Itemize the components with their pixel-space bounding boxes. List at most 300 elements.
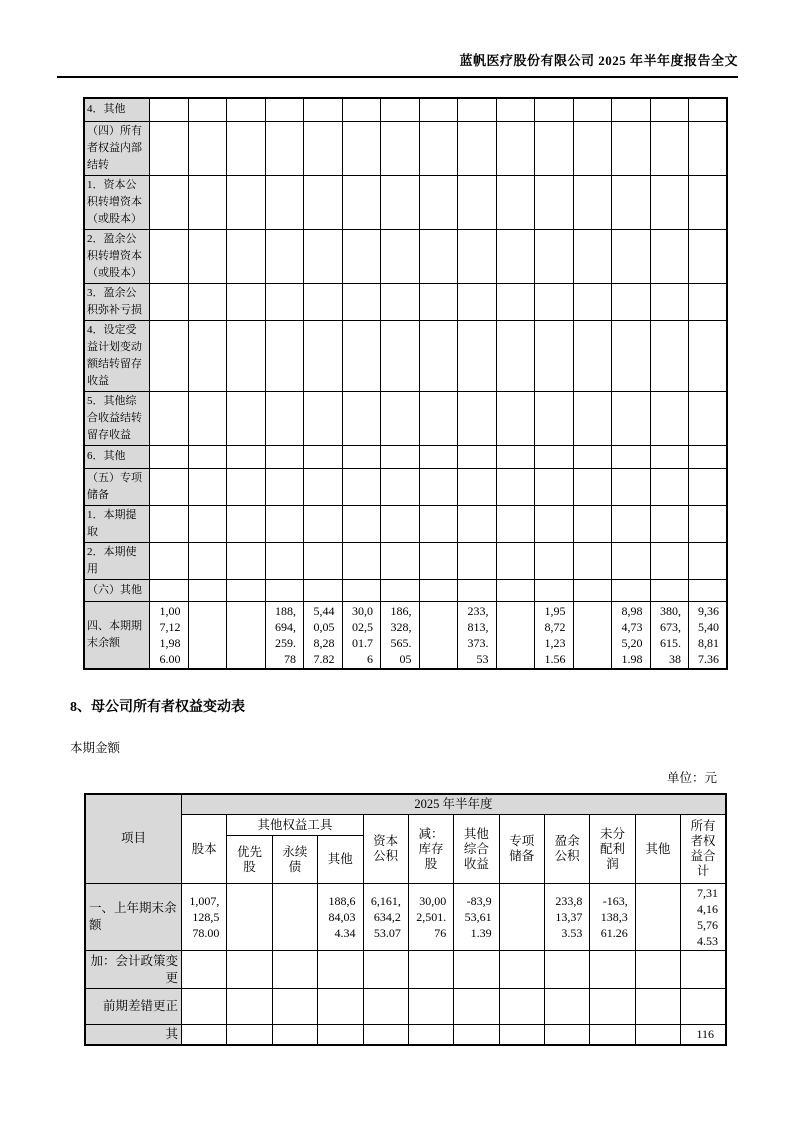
row-label: 4．设定受益计划变动额结转留存收益 xyxy=(84,320,150,391)
cell-value xyxy=(590,989,635,1025)
cell-value xyxy=(650,175,689,229)
cell-value xyxy=(188,601,227,669)
cell-value xyxy=(573,229,612,283)
cell-value xyxy=(573,601,612,669)
cell-value xyxy=(573,579,612,601)
cell-value xyxy=(150,320,189,391)
cell-value xyxy=(265,121,304,175)
cell-value xyxy=(150,283,189,320)
cell-value xyxy=(408,1025,453,1046)
document-header xyxy=(57,0,738,78)
cell-value xyxy=(188,391,227,445)
cell-value xyxy=(689,229,728,283)
cell-value xyxy=(342,391,381,445)
cell-value xyxy=(342,98,381,121)
cell-value xyxy=(227,445,266,468)
column-header-capital-reserve: 资本公积 xyxy=(363,815,408,884)
cell-value: -163,138,361.26 xyxy=(590,884,635,951)
cell-value xyxy=(650,98,689,121)
table-row xyxy=(84,579,727,601)
cell-value xyxy=(227,229,266,283)
cell-value xyxy=(650,468,689,505)
cell-value xyxy=(304,542,343,579)
cell-value xyxy=(689,542,728,579)
cell-value xyxy=(545,989,590,1025)
table-row xyxy=(84,391,727,445)
cell-value xyxy=(454,989,499,1025)
cell-value xyxy=(612,542,651,579)
cell-value xyxy=(227,884,272,951)
cell-value xyxy=(573,283,612,320)
table-row xyxy=(84,283,727,320)
cell-value xyxy=(573,121,612,175)
cell-value xyxy=(535,98,574,121)
cell-value xyxy=(342,175,381,229)
column-header-other: 其他 xyxy=(635,815,680,884)
table-row xyxy=(84,175,727,229)
cell-value xyxy=(304,445,343,468)
cell-value xyxy=(304,468,343,505)
cell-value xyxy=(535,505,574,542)
table-row xyxy=(84,468,727,505)
cell-value: 30,002,501.76 xyxy=(408,884,453,951)
table-row xyxy=(85,951,726,989)
cell-value: 6,161,634,253.07 xyxy=(363,884,408,951)
cell-value: 233,813,373.53 xyxy=(458,601,497,669)
cell-value xyxy=(650,579,689,601)
row-label: 2．盈余公积转增资本（或股本） xyxy=(84,229,150,283)
cell-value xyxy=(635,951,680,989)
cell-value xyxy=(419,98,458,121)
cell-value xyxy=(304,229,343,283)
table-row xyxy=(85,1025,726,1046)
row-label: 1．本期提取 xyxy=(84,505,150,542)
cell-value xyxy=(535,542,574,579)
cell-value xyxy=(227,542,266,579)
cell-value xyxy=(458,468,497,505)
cell-value xyxy=(318,1025,363,1046)
cell-value xyxy=(265,445,304,468)
cell-value xyxy=(150,542,189,579)
cell-value: 5,440,058,287.82 xyxy=(304,601,343,669)
cell-value xyxy=(265,391,304,445)
cell-value xyxy=(227,505,266,542)
cell-value xyxy=(363,951,408,989)
row-label: 6．其他 xyxy=(84,445,150,468)
cell-value xyxy=(381,445,420,468)
parent-equity-table xyxy=(84,793,727,1047)
cell-value xyxy=(496,391,535,445)
cell-value xyxy=(496,98,535,121)
column-header-other-comprehensive-income: 其他综合收益 xyxy=(454,815,499,884)
cell-value xyxy=(419,229,458,283)
cell-value xyxy=(650,445,689,468)
cell-value xyxy=(342,283,381,320)
cell-value xyxy=(150,175,189,229)
document-title: 蓝帆医疗股份有限公司 2025 年半年度报告全文 xyxy=(459,53,738,68)
cell-value xyxy=(650,121,689,175)
cell-value xyxy=(496,320,535,391)
cell-value xyxy=(227,1025,272,1046)
cell-value xyxy=(612,98,651,121)
column-header-other-equity-instruments: 其他权益工具 xyxy=(227,815,363,836)
row-label: 前期差错更正 xyxy=(85,989,182,1025)
cell-value xyxy=(499,1025,544,1046)
cell-value xyxy=(342,320,381,391)
cell-value xyxy=(689,283,728,320)
cell-value: 380,673,615.38 xyxy=(650,601,689,669)
cell-value xyxy=(458,445,497,468)
cell-value xyxy=(227,98,266,121)
cell-value xyxy=(419,542,458,579)
section-heading: 8、母公司所有者权益变动表 xyxy=(70,699,245,715)
cell-value xyxy=(458,505,497,542)
cell-value xyxy=(227,175,266,229)
cell-value xyxy=(612,283,651,320)
cell-value xyxy=(458,121,497,175)
cell-value xyxy=(573,391,612,445)
cell-value xyxy=(454,1025,499,1046)
cell-value xyxy=(612,579,651,601)
cell-value xyxy=(150,98,189,121)
row-label: 3．盈余公积弥补亏损 xyxy=(84,283,150,320)
column-header-other-instruments: 其他 xyxy=(318,836,363,884)
cell-value xyxy=(496,601,535,669)
unit-label: 单位：元 xyxy=(666,770,717,785)
table-row xyxy=(84,229,727,283)
page-number: 116 xyxy=(696,1027,714,1041)
cell-value xyxy=(496,505,535,542)
cell-value xyxy=(304,121,343,175)
cell-value xyxy=(496,445,535,468)
cell-value xyxy=(650,391,689,445)
cell-value xyxy=(381,320,420,391)
cell-value xyxy=(419,445,458,468)
cell-value xyxy=(188,98,227,121)
column-header-perpetual-bonds: 永续债 xyxy=(272,836,317,884)
cell-value xyxy=(458,542,497,579)
cell-value xyxy=(419,579,458,601)
cell-value xyxy=(227,601,266,669)
period-amount-label: 本期金额 xyxy=(70,740,121,755)
cell-value xyxy=(419,283,458,320)
column-header-undistributed-profit: 未分配利润 xyxy=(590,815,635,884)
cell-value xyxy=(458,283,497,320)
cell-value: 8,984,735,201.98 xyxy=(612,601,651,669)
cell-value xyxy=(381,283,420,320)
cell-value xyxy=(545,1025,590,1046)
row-label: （六）其他 xyxy=(84,579,150,601)
cell-value xyxy=(458,320,497,391)
cell-value xyxy=(689,121,728,175)
cell-value xyxy=(188,445,227,468)
cell-value xyxy=(681,989,726,1025)
cell-value xyxy=(188,505,227,542)
cell-value xyxy=(496,229,535,283)
cell-value: 1,007,128,578.00 xyxy=(182,884,227,951)
cell-value: 188,684,034.34 xyxy=(318,884,363,951)
cell-value xyxy=(499,989,544,1025)
cell-value xyxy=(573,542,612,579)
cell-value xyxy=(635,989,680,1025)
cell-value xyxy=(381,468,420,505)
cell-value xyxy=(188,542,227,579)
cell-value xyxy=(458,579,497,601)
cell-value xyxy=(182,1025,227,1046)
cell-value xyxy=(458,229,497,283)
cell-value xyxy=(496,283,535,320)
table-row xyxy=(84,542,727,579)
cell-value xyxy=(590,951,635,989)
cell-value xyxy=(342,121,381,175)
cell-value xyxy=(227,320,266,391)
cell-value xyxy=(573,505,612,542)
cell-value xyxy=(188,121,227,175)
cell-value xyxy=(573,468,612,505)
cell-value xyxy=(227,951,272,989)
cell-value xyxy=(535,579,574,601)
row-label: 其 xyxy=(85,1025,182,1046)
cell-value xyxy=(612,468,651,505)
cell-value: 186,328,565.05 xyxy=(381,601,420,669)
cell-value xyxy=(182,951,227,989)
cell-value: -83,953,611.39 xyxy=(454,884,499,951)
cell-value xyxy=(188,320,227,391)
cell-value xyxy=(650,283,689,320)
cell-value xyxy=(363,1025,408,1046)
row-label: 4．其他 xyxy=(84,98,150,121)
cell-value xyxy=(304,391,343,445)
table-header-row xyxy=(85,815,726,836)
row-label: 2．本期使用 xyxy=(84,542,150,579)
cell-value xyxy=(150,445,189,468)
cell-value xyxy=(635,1025,680,1046)
cell-value xyxy=(227,121,266,175)
column-header-surplus-reserve: 盈余公积 xyxy=(545,815,590,884)
cell-value xyxy=(419,601,458,669)
cell-value xyxy=(381,121,420,175)
column-header-share-capital: 股本 xyxy=(182,815,227,884)
cell-value xyxy=(342,468,381,505)
cell-value xyxy=(188,468,227,505)
cell-value xyxy=(188,283,227,320)
cell-value xyxy=(635,884,680,951)
column-header-period: 2025 年半年度 xyxy=(182,794,727,815)
cell-value xyxy=(573,98,612,121)
cell-value xyxy=(272,1025,317,1046)
cell-value xyxy=(227,391,266,445)
cell-value: 188,694,259.78 xyxy=(265,601,304,669)
cell-value xyxy=(650,505,689,542)
cell-value xyxy=(535,121,574,175)
cell-value xyxy=(342,505,381,542)
column-header-special-reserve: 专项储备 xyxy=(499,815,544,884)
cell-value xyxy=(265,468,304,505)
column-header-less-treasury-shares: 减：库存股 xyxy=(408,815,453,884)
cell-value xyxy=(188,175,227,229)
table-row xyxy=(84,121,727,175)
cell-value xyxy=(650,320,689,391)
row-label: （五）专项储备 xyxy=(84,468,150,505)
cell-value xyxy=(304,579,343,601)
cell-value xyxy=(318,951,363,989)
cell-value xyxy=(496,175,535,229)
row-label: 5．其他综合收益结转留存收益 xyxy=(84,391,150,445)
cell-value xyxy=(535,445,574,468)
cell-value xyxy=(499,884,544,951)
table-row xyxy=(85,989,726,1025)
cell-value xyxy=(535,468,574,505)
cell-value xyxy=(689,505,728,542)
cell-value xyxy=(342,542,381,579)
table-row xyxy=(84,505,727,542)
row-label: 1．资本公积转增资本（或股本） xyxy=(84,175,150,229)
cell-value xyxy=(612,229,651,283)
table-row xyxy=(84,445,727,468)
cell-value xyxy=(612,505,651,542)
cell-value xyxy=(535,229,574,283)
cell-value xyxy=(188,579,227,601)
table-header-row xyxy=(85,794,726,815)
cell-value xyxy=(545,951,590,989)
cell-value xyxy=(573,175,612,229)
cell-value xyxy=(150,121,189,175)
row-label: 四、本期期末余额 xyxy=(84,601,150,669)
cell-value xyxy=(342,579,381,601)
cell-value xyxy=(535,320,574,391)
cell-value xyxy=(304,320,343,391)
column-header-total-owners-equity: 所有者权益合计 xyxy=(681,815,726,884)
cell-value xyxy=(272,951,317,989)
cell-value xyxy=(304,175,343,229)
cell-value xyxy=(454,951,499,989)
cell-value xyxy=(265,542,304,579)
cell-value xyxy=(150,468,189,505)
cell-value xyxy=(590,1025,635,1046)
cell-value xyxy=(182,989,227,1025)
table-row xyxy=(84,320,727,391)
row-label: 一、上年期末余额 xyxy=(85,884,182,951)
cell-value xyxy=(381,229,420,283)
cell-value xyxy=(227,468,266,505)
cell-value xyxy=(419,391,458,445)
cell-value xyxy=(408,951,453,989)
cell-value xyxy=(150,579,189,601)
cell-value: 30,002,501.76 xyxy=(342,601,381,669)
cell-value: 7,314,165,764.53 xyxy=(681,884,726,951)
cell-value xyxy=(419,320,458,391)
cell-value xyxy=(304,98,343,121)
cell-value xyxy=(381,542,420,579)
cell-value xyxy=(265,175,304,229)
cell-value xyxy=(265,283,304,320)
cell-value xyxy=(496,121,535,175)
cell-value xyxy=(419,468,458,505)
cell-value xyxy=(458,175,497,229)
table-row xyxy=(84,601,727,669)
cell-value xyxy=(689,579,728,601)
cell-value xyxy=(265,229,304,283)
row-label: 加：会计政策变更 xyxy=(85,951,182,989)
cell-value xyxy=(612,391,651,445)
cell-value xyxy=(150,391,189,445)
cell-value xyxy=(381,579,420,601)
table-row xyxy=(84,98,727,121)
cell-value xyxy=(689,98,728,121)
cell-value xyxy=(535,391,574,445)
cell-value: 233,813,373.53 xyxy=(545,884,590,951)
cell-value xyxy=(342,445,381,468)
table-row xyxy=(85,884,726,951)
cell-value xyxy=(650,229,689,283)
cell-value xyxy=(496,542,535,579)
cell-value xyxy=(612,445,651,468)
cell-value xyxy=(272,884,317,951)
cell-value xyxy=(499,951,544,989)
cell-value xyxy=(381,175,420,229)
cell-value xyxy=(381,98,420,121)
cell-value xyxy=(458,98,497,121)
cell-value xyxy=(408,989,453,1025)
cell-value xyxy=(363,989,408,1025)
column-header-item: 项目 xyxy=(85,794,182,884)
cell-value xyxy=(573,445,612,468)
cell-value xyxy=(150,505,189,542)
cell-value: 1,007,121,986.00 xyxy=(150,601,189,669)
cell-value xyxy=(381,505,420,542)
cell-value xyxy=(265,98,304,121)
cell-value xyxy=(150,229,189,283)
cell-value xyxy=(458,391,497,445)
cell-value xyxy=(265,320,304,391)
cell-value xyxy=(573,320,612,391)
cell-value: 1,958,721,231.56 xyxy=(535,601,574,669)
cell-value xyxy=(318,989,363,1025)
cell-value xyxy=(188,229,227,283)
cell-value xyxy=(496,579,535,601)
cell-value xyxy=(612,121,651,175)
cell-value xyxy=(272,989,317,1025)
cell-value xyxy=(419,175,458,229)
cell-value xyxy=(496,468,535,505)
cell-value xyxy=(304,283,343,320)
cell-value xyxy=(381,391,420,445)
cell-value xyxy=(419,121,458,175)
cell-value xyxy=(535,175,574,229)
cell-value xyxy=(650,542,689,579)
cell-value xyxy=(689,175,728,229)
cell-value xyxy=(227,283,266,320)
cell-value xyxy=(689,320,728,391)
cell-value xyxy=(612,320,651,391)
cell-value xyxy=(689,445,728,468)
cell-value xyxy=(689,391,728,445)
consolidated-equity-table xyxy=(83,97,728,670)
cell-value xyxy=(227,579,266,601)
cell-value xyxy=(681,951,726,989)
cell-value xyxy=(342,229,381,283)
cell-value xyxy=(265,579,304,601)
cell-value xyxy=(265,505,304,542)
cell-value xyxy=(227,989,272,1025)
cell-value xyxy=(419,505,458,542)
cell-value xyxy=(689,468,728,505)
cell-value: 9,365,408,817.36 xyxy=(689,601,728,669)
cell-value xyxy=(535,283,574,320)
column-header-preferred-shares: 优先股 xyxy=(227,836,272,884)
cell-value xyxy=(304,505,343,542)
row-label: （四）所有者权益内部结转 xyxy=(84,121,150,175)
